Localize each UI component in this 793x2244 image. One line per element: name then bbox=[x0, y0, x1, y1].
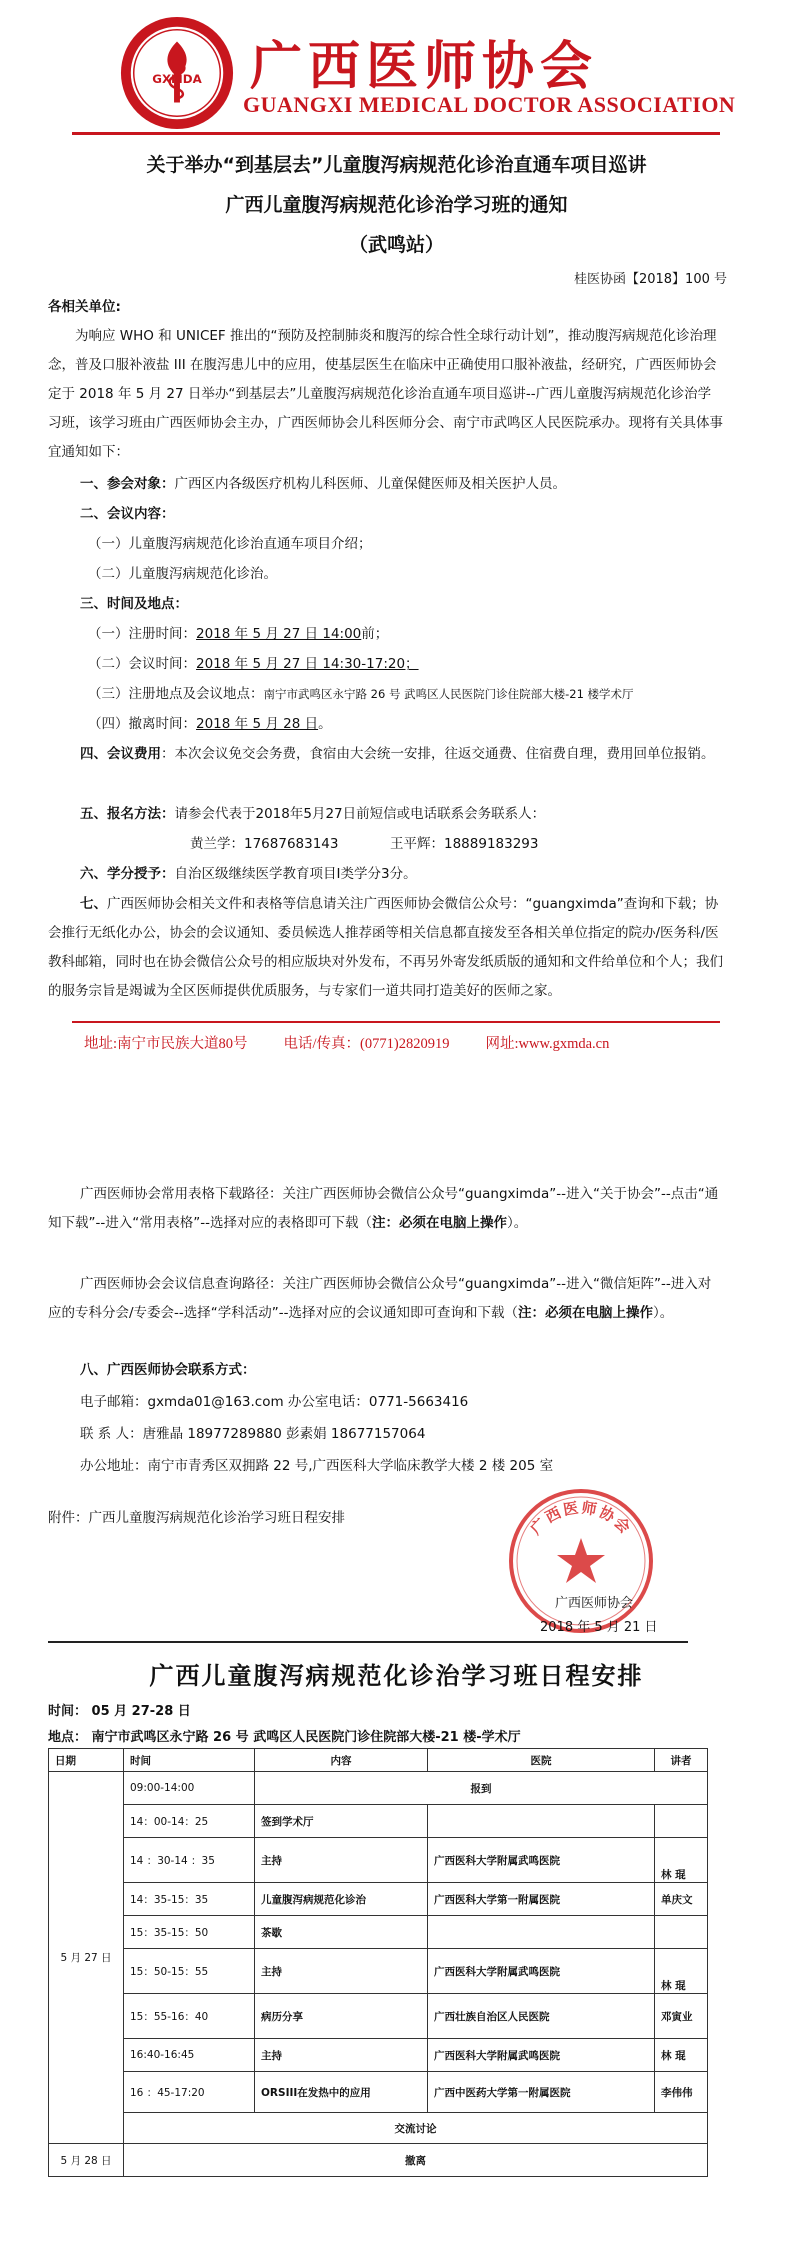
section-5 bbox=[80, 804, 545, 824]
table-row bbox=[49, 1805, 708, 1838]
meeting-time bbox=[88, 654, 419, 674]
header-content: 内容 bbox=[255, 1749, 428, 1772]
row-content: 签到学术厅 bbox=[255, 1805, 428, 1838]
section-2-heading: 二、会议内容： bbox=[80, 506, 175, 522]
table-row bbox=[49, 2113, 708, 2144]
footer-phone: 电话/传真：(0771)2820919 bbox=[283, 1036, 450, 1052]
discussion-cell: 交流讨论 bbox=[124, 2113, 708, 2144]
row-speaker: 单庆文 bbox=[655, 1883, 708, 1916]
row-time: 15：55-16：40 bbox=[124, 1994, 255, 2039]
attachment-note: 附件：广西儿童腹泻病规范化诊治学习班日程安排 bbox=[48, 1510, 345, 1526]
doc-title-line2: 广西儿童腹泻病规范化诊治学习班的通知 bbox=[225, 194, 568, 216]
day2-cell: 5 月 28 日 bbox=[49, 2144, 124, 2177]
query-path-paragraph bbox=[48, 1270, 724, 1328]
doc-title-line1: 关于举办“到基层去”儿童腹泻病规范化诊治直通车项目巡讲 bbox=[146, 154, 647, 176]
leave-time-suffix: 。 bbox=[318, 716, 332, 732]
section-3-heading: 三、时间及地点： bbox=[80, 596, 188, 612]
schedule-table bbox=[48, 1748, 708, 2177]
download-path-paragraph bbox=[48, 1180, 724, 1238]
section-1-heading: 一、参会对象： bbox=[80, 476, 175, 492]
row-hospital: 广西壮族自治区人民医院 bbox=[428, 1994, 655, 2039]
section-4-text: ：本次会议免交会务费，食宿由大会统一安排，往返交通费、住宿费自理，费用回单位报销。 bbox=[161, 746, 715, 762]
registration-time-label: （一）注册时间： bbox=[88, 626, 196, 642]
schedule-time: 时间： 05 月 27-28 日 bbox=[48, 1704, 191, 1719]
section-4 bbox=[48, 740, 724, 769]
salutation: 各相关单位: bbox=[48, 299, 121, 315]
row-speaker: 李伟伟 bbox=[655, 2072, 708, 2113]
footer-contact bbox=[84, 1032, 645, 1053]
section-2-item-2: （二）儿童腹泻病规范化诊治。 bbox=[88, 566, 277, 582]
table-row bbox=[49, 2039, 708, 2072]
section-6-heading: 六、学分授予： bbox=[80, 866, 175, 882]
association-office: 办公地址：南宁市青秀区双拥路 22 号,广西医科大学临床教学大楼 2 楼 205 室 bbox=[80, 1458, 554, 1474]
registration-time-suffix: 前； bbox=[361, 626, 389, 642]
section-6 bbox=[80, 864, 417, 884]
row-speaker bbox=[655, 1805, 708, 1838]
table-row bbox=[49, 2072, 708, 2113]
section-7-text: 广西医师协会相关文件和表格等信息请关注广西医师协会微信公众号：“guangximda”查询和下载；协会推行无纸化办公，协会的会议通知、委员候选人推荐函等相关信息都直接发至各相关单位指定的院办/医务科/医教科邮箱，同时也在协会微信公众号的相应版块对外发布，不再另外寄发纸质版的通知和文件给单位和个人；我们的服务宗旨是竭诚为全区医师提供优质服务，与专家们一道共同打造美好的医师之家。 bbox=[48, 896, 723, 999]
leave-time-value: 2018 年 5 月 28 日 bbox=[196, 716, 319, 732]
header-speaker: 讲者 bbox=[655, 1749, 708, 1772]
row-time: 14 ：30-14 ：35 bbox=[124, 1838, 255, 1883]
row-time: 14：35-15：35 bbox=[124, 1883, 255, 1916]
schedule-header-row bbox=[49, 1749, 708, 1772]
row-hospital bbox=[428, 1916, 655, 1949]
footer-address: 地址:南宁市民族大道80号 bbox=[84, 1036, 248, 1052]
svg-text:GXMDA: GXMDA bbox=[152, 71, 202, 86]
signature-org: 广西医师协会 bbox=[555, 1596, 634, 1611]
row-time: 15：35-15：50 bbox=[124, 1916, 255, 1949]
row-time: 14：00-14：25 bbox=[124, 1805, 255, 1838]
day1-cell: 5 月 27 日 bbox=[49, 1772, 124, 2144]
table-row bbox=[49, 1916, 708, 1949]
leave-time bbox=[88, 714, 332, 734]
query-path-text: 广西医师协会会议信息查询路径：关注广西医师协会微信公众号“guangximda”--进入“微信矩阵”--进入对应的专科分会/专委会--选择“学科活动”--选择对应的会议通知即可查询和下载（ bbox=[48, 1276, 712, 1321]
header-divider bbox=[72, 132, 720, 135]
leave-time-label: （四）撤离时间： bbox=[88, 716, 196, 732]
header-date: 日期 bbox=[49, 1749, 124, 1772]
query-path-end: ）。 bbox=[653, 1305, 674, 1321]
row-hospital: 广西医科大学附属武鸣医院 bbox=[428, 2039, 655, 2072]
row-hospital bbox=[428, 1805, 655, 1838]
row-speaker: 邓寅业 bbox=[655, 1994, 708, 2039]
row-content: 病历分享 bbox=[255, 1994, 428, 2039]
section-2-item-1: （一）儿童腹泻病规范化诊治直通车项目介绍； bbox=[88, 536, 372, 552]
section-5-heading: 五、报名方法： bbox=[80, 806, 175, 822]
table-row bbox=[49, 2144, 708, 2177]
gxmda-logo-icon bbox=[118, 14, 236, 132]
registration-time-value: 2018 年 5 月 27 日 14:00 bbox=[196, 626, 362, 642]
row-hospital: 广西医科大学附属武鸣医院 bbox=[428, 1949, 655, 1994]
section-7-heading: 七、 bbox=[80, 896, 107, 912]
row-time: 15：50-15：55 bbox=[124, 1949, 255, 1994]
row-time: 09:00-14:00 bbox=[124, 1772, 255, 1805]
section-1-text: 广西区内各级医疗机构儿科医师、儿童保健医师及相关医护人员。 bbox=[174, 476, 566, 492]
section-divider bbox=[48, 1641, 688, 1643]
download-path-note: 注：必须在电脑上操作 bbox=[371, 1215, 507, 1231]
row-content: ORSIII在发热中的应用 bbox=[255, 2072, 428, 2113]
contact-wang: 王平辉：18889183293 bbox=[390, 836, 539, 852]
table-row bbox=[49, 1949, 708, 1994]
table-row bbox=[49, 1772, 708, 1805]
section-6-text: 自治区级继续医学教育项目I类学分3分。 bbox=[174, 866, 417, 882]
registration-time bbox=[88, 624, 388, 644]
table-row bbox=[49, 1883, 708, 1916]
row-content: 儿童腹泻病规范化诊治 bbox=[255, 1883, 428, 1916]
table-row bbox=[49, 1838, 708, 1883]
document-number: 桂医协函【2018】100 号 bbox=[573, 272, 727, 287]
meeting-place bbox=[88, 684, 634, 704]
section-5-text: 请参会代表于2018年5月27日前短信或电话联系会务联系人： bbox=[174, 806, 546, 822]
row-content: 主持 bbox=[255, 2039, 428, 2072]
query-path-note: 注：必须在电脑上操作 bbox=[518, 1305, 654, 1321]
meeting-place-label: （三）注册地点及会议地点： bbox=[88, 686, 264, 702]
section-4-heading: 四、会议费用 bbox=[80, 746, 161, 762]
schedule-title: 广西儿童腹泻病规范化诊治学习班日程安排 bbox=[149, 1661, 644, 1690]
org-name-cn: 广西医师协会 bbox=[250, 36, 599, 97]
footer-divider bbox=[72, 1021, 720, 1023]
doc-title-line3: （武鸣站） bbox=[348, 234, 444, 256]
section-1 bbox=[80, 474, 566, 494]
row-hospital: 广西中医药大学第一附属医院 bbox=[428, 2072, 655, 2113]
section-8-heading: 八、广西医师协会联系方式： bbox=[80, 1362, 256, 1378]
contact-huang: 黄兰学：17687683143 bbox=[190, 836, 339, 852]
row-hospital: 广西医科大学附属武鸣医院 bbox=[428, 1838, 655, 1883]
meeting-place-value: 南宁市武鸣区永宁路 26 号 武鸣区人民医院门诊住院部大楼-21 楼学术厅 bbox=[263, 687, 634, 701]
row-speaker bbox=[655, 1916, 708, 1949]
signature-date: 2018 年 5 月 21 日 bbox=[540, 1620, 658, 1635]
schedule-place: 地点： 南宁市武鸣区永宁路 26 号 武鸣区人民医院门诊住院部大楼-21 楼-学术厅 bbox=[48, 1730, 521, 1745]
download-path-end: ）。 bbox=[506, 1215, 528, 1231]
row-content: 报到 bbox=[255, 1772, 708, 1805]
intro-paragraph: 为响应 WHO 和 UNICEF 推出的“预防及控制肺炎和腹泻的综合性全球行动计划”，推动腹泻病规范化诊治理念，普及口服补液盐 III 在腹泻患儿中的应用，使基层医生在临床中正确使用口服补液盐，经研究，广西医师协会定于 2018 年 5 月 27 日举办“到基层去”儿童腹泻病规范化诊治直通车项目巡讲--广西儿童腹泻病规范化诊治学习班，该学习班由广西医师协会主办，广西医师协会儿科医师分会、南宁市武鸣区人民医院承办。现将有关具体事宜通知如下： bbox=[48, 328, 723, 460]
row-content: 主持 bbox=[255, 1949, 428, 1994]
header-hospital: 医院 bbox=[428, 1749, 655, 1772]
table-row bbox=[49, 1994, 708, 2039]
meeting-time-value: 2018 年 5 月 27 日 14:30-17:20； bbox=[196, 656, 419, 672]
official-seal-icon bbox=[506, 1486, 656, 1636]
row-time: 16 ：45-17:20 bbox=[124, 2072, 255, 2113]
svg-text:广西医师协会: 广西医师协会 bbox=[526, 1498, 636, 1539]
row-speaker: 林 琨 bbox=[655, 2039, 708, 2072]
meeting-time-label: （二）会议时间： bbox=[88, 656, 196, 672]
row-content: 主持 bbox=[255, 1838, 428, 1883]
row-time: 16:40-16:45 bbox=[124, 2039, 255, 2072]
download-path-text: 广西医师协会常用表格下载路径：关注广西医师协会微信公众号“guangximda”--进入“关于协会”--点击“通知下载”--进入“常用表格”--选择对应的表格即可下载（ bbox=[48, 1186, 719, 1231]
association-email: 电子邮箱：gxmda01@163.com 办公室电话：0771-5663416 bbox=[80, 1394, 469, 1410]
association-contacts: 联 系 人：唐雅晶 18977289880 彭素娟 18677157064 bbox=[80, 1426, 426, 1442]
section-7 bbox=[48, 890, 724, 1006]
row-content: 茶歇 bbox=[255, 1916, 428, 1949]
row-speaker: 林 琨 bbox=[655, 1838, 708, 1883]
leave-cell: 撤离 bbox=[124, 2144, 708, 2177]
org-name-en: GUANGXI MEDICAL DOCTOR ASSOCIATION bbox=[243, 92, 736, 117]
header-time: 时间 bbox=[124, 1749, 255, 1772]
row-speaker: 林 琨 bbox=[655, 1949, 708, 1994]
row-hospital: 广西医科大学第一附属医院 bbox=[428, 1883, 655, 1916]
footer-website: 网址:www.gxmda.cn bbox=[485, 1036, 610, 1052]
